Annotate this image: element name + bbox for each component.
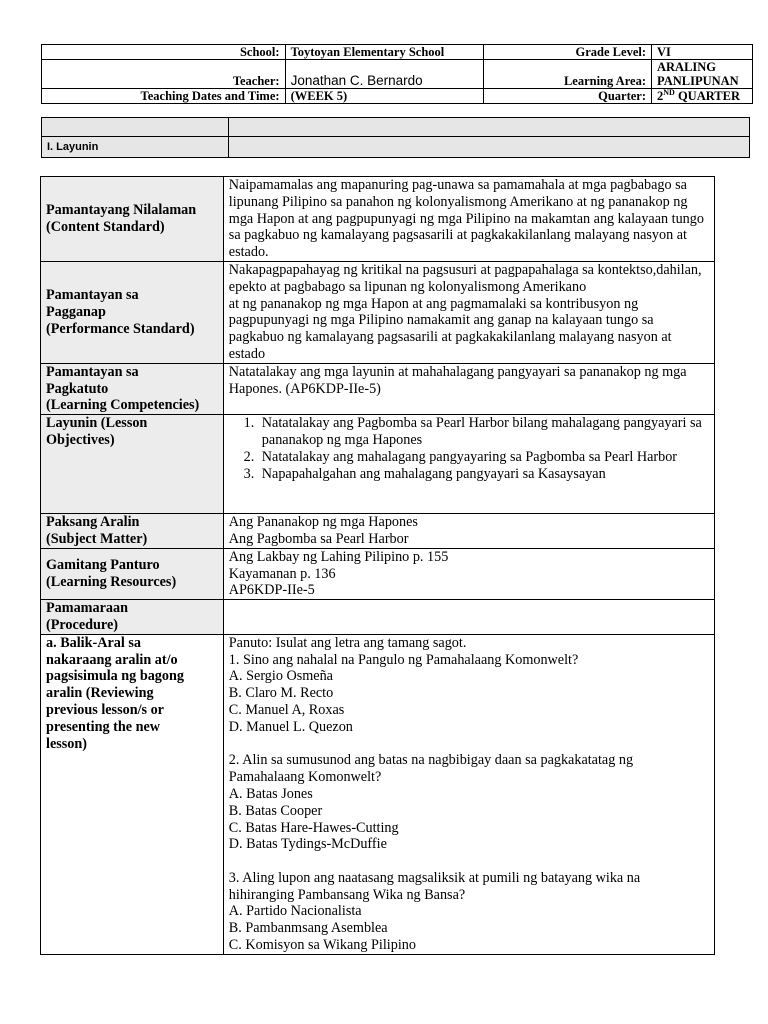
question-1: 1. Sino ang nahalal na Pangulo ng Pamahalaang Komonwelt? <box>228 651 579 668</box>
performance-standard-row <box>41 261 715 363</box>
resources-line1: Ang Lakbay ng Lahing Pilipino p. 155 <box>228 548 449 565</box>
resources-label-line1: Gamitang Panturo <box>46 557 160 574</box>
review-label-line4: aralin (Reviewing <box>46 685 154 702</box>
layunin-blank-cell <box>228 137 749 158</box>
subject-matter-line1: Ang Pananakop ng mga Hapones <box>228 514 418 531</box>
competencies-label-line3: (Learning Competencies) <box>46 397 200 414</box>
question-1-choice-c: C. Manuel A, Roxas <box>228 701 345 718</box>
review-instruction: Panuto: Isulat ang letra ang tamang sagot. <box>228 634 467 651</box>
teaching-dates-label: Teaching Dates and Time: <box>42 89 286 104</box>
lesson-plan-table <box>40 176 715 955</box>
objectives-list <box>229 415 709 482</box>
subject-matter-text <box>223 514 714 549</box>
objective-item: 2. Natatalakay ang mahalagang pangyayaring sa Pagbomba sa Pearl Harbor <box>258 449 709 466</box>
question-2-choice-c: C. Batas Hare-Hawes-Cutting <box>228 819 399 836</box>
objectives-label-line1: Layunin (Lesson <box>46 415 148 432</box>
resources-label-line2: (Learning Resources) <box>46 573 177 590</box>
subject-matter-label-line2: (Subject Matter) <box>46 530 148 547</box>
performance-standard-label-line3: (Performance Standard) <box>46 320 195 337</box>
competencies-label-line1: Pamantayan sa <box>46 363 139 380</box>
teacher-label: Teacher: <box>42 60 286 89</box>
content-standard-label <box>41 177 224 262</box>
review-label-line5: previous lesson/s or <box>46 701 164 718</box>
resources-row <box>41 548 715 599</box>
review-label-line1: a. Balik-Aral sa <box>46 634 141 651</box>
resources-label <box>41 548 224 599</box>
competencies-label-line2: Pagkatuto <box>46 380 109 397</box>
content-standard-text: Naipamamalas ang mapanuring pag-unawa sa pamamahala at mga pagbabago sa lipunang Pilipino sa panahon ng kolonyalismong Amerikano at ng pananakop ng mga Hapon at ang pagpupunyagi ng mga Pilipino na makamtan ang kalayaan tungo sa pagkabuo ng kamalayang pagsasarili at pagkakakilanlang malayang nasyon at estado. <box>223 177 714 262</box>
question-1-choice-d: D. Manuel L. Quezon <box>228 718 353 735</box>
quarter-suffix: ND <box>663 87 675 97</box>
review-label-line7: lesson) <box>46 735 87 752</box>
review-label <box>41 634 224 954</box>
resources-line2: Kayamanan p. 136 <box>228 565 336 582</box>
performance-standard-label-line1: Pamantayan sa <box>46 287 139 304</box>
performance-standard-label-line2: Pagganap <box>46 303 106 320</box>
layunin-blank-left <box>42 118 229 137</box>
teaching-dates-value: (WEEK 5) <box>285 89 484 104</box>
spacer <box>229 853 709 870</box>
performance-standard-text-line2: at ng pananakop ng mga Hapon at ang pagmamalaki sa kontribusyon ng pagpupunyagi ng mga Pilipino namakamit ang ganap na kalayaan tungo sa pagkabuo ng kamalayang pagsasarili at pagkakakilanlang malayang nasyon at estado <box>228 295 672 362</box>
quarter-word: QUARTER <box>674 89 741 103</box>
question-3-choice-b: B. Pambanmsang Asemblea <box>228 920 388 937</box>
layunin-blank-right <box>228 118 749 137</box>
objective-item: 1. Natatalakay ang Pagbomba sa Pearl Harbor bilang mahalagang pangyayari sa pananakop ng mga Hapones <box>258 415 709 449</box>
performance-standard-label <box>41 261 224 363</box>
subject-matter-line2: Ang Pagbomba sa Pearl Harbor <box>228 530 409 547</box>
grade-level-label: Grade Level: <box>484 45 652 60</box>
objectives-label-line2: Objectives) <box>46 431 115 448</box>
learning-area-line1: ARALING <box>657 60 717 74</box>
layunin-label: I. Layunin <box>42 137 229 158</box>
procedure-label-line2: (Procedure) <box>46 616 118 633</box>
resources-text <box>223 548 714 599</box>
subject-matter-label <box>41 514 224 549</box>
subject-matter-row <box>41 514 715 549</box>
objectives-list-cell <box>223 415 714 514</box>
resources-line3: AP6KDP-IIe-5 <box>228 582 315 599</box>
competencies-text: Natatalakay ang mga layunin at mahahalagang pangyayari sa pananakop ng mga Hapones. (AP6KDP-IIe-5) <box>223 363 714 414</box>
procedure-blank <box>223 600 714 635</box>
objectives-row <box>41 415 715 514</box>
review-label-line6: presenting the new <box>46 718 161 735</box>
spacer <box>229 736 709 753</box>
procedure-row <box>41 600 715 635</box>
subject-matter-label-line1: Paksang Aralin <box>46 514 140 531</box>
objectives-label <box>41 415 224 514</box>
learning-area-label: Learning Area: <box>484 60 652 89</box>
objective-item: 3. Napapahalgahan ang mahalagang pangyayari sa Kasaysayan <box>258 466 709 483</box>
grade-level-value: VI <box>652 45 753 60</box>
question-3-choice-c: C. Komisyon sa Wikang Pilipino <box>228 937 416 954</box>
question-1-choice-b: B. Claro M. Recto <box>228 685 334 702</box>
question-2-choice-b: B. Batas Cooper <box>228 802 323 819</box>
quarter-value <box>652 89 753 104</box>
question-2-choice-a: A. Batas Jones <box>228 785 313 802</box>
procedure-label <box>41 600 224 635</box>
performance-standard-text-line1: Nakapagpapahayag ng kritikal na pagsusuri at pagpapahalaga sa kontektso,dahilan, epekto at pagbabago sa lipunan ng kolonyalismong Amerikano <box>228 261 702 295</box>
question-1-choice-a: A. Sergio Osmeña <box>228 668 333 685</box>
quarter-label: Quarter: <box>484 89 652 104</box>
header-table <box>41 44 753 104</box>
school-label: School: <box>42 45 286 60</box>
layunin-table <box>41 117 750 158</box>
question-3-choice-a: A. Partido Nacionalista <box>228 903 362 920</box>
teacher-value: Jonathan C. Bernardo <box>285 60 484 89</box>
learning-area-line2: PANLIPUNAN <box>657 74 739 88</box>
question-2-choice-d: D. Batas Tydings-McDuffie <box>228 836 387 853</box>
question-2: 2. Alin sa sumusunod ang batas na nagbibigay daan sa pagkakatatag ng Pamahalaang Komonwelt? <box>228 752 634 786</box>
review-content <box>223 634 714 954</box>
performance-standard-text <box>223 261 714 363</box>
school-value: Toytoyan Elementary School <box>285 45 484 60</box>
learning-area-value <box>652 60 753 89</box>
competencies-row <box>41 363 715 414</box>
review-label-line3: pagsisimula ng bagong <box>46 668 184 685</box>
review-row <box>41 634 715 954</box>
content-standard-row <box>41 177 715 262</box>
content-standard-label-line1: Pamantayang Nilalaman <box>46 202 197 219</box>
competencies-label <box>41 363 224 414</box>
content-standard-label-line2: (Content Standard) <box>46 218 165 235</box>
question-3: 3. Aling lupon ang naatasang magsaliksik at pumili ng batayang wika na hihiranging Pambansang Wika ng Bansa? <box>228 869 641 903</box>
procedure-label-line1: Pamamaraan <box>46 600 128 617</box>
review-label-line2: nakaraang aralin at/o <box>46 651 178 668</box>
quarter-number: 2 <box>657 89 664 103</box>
